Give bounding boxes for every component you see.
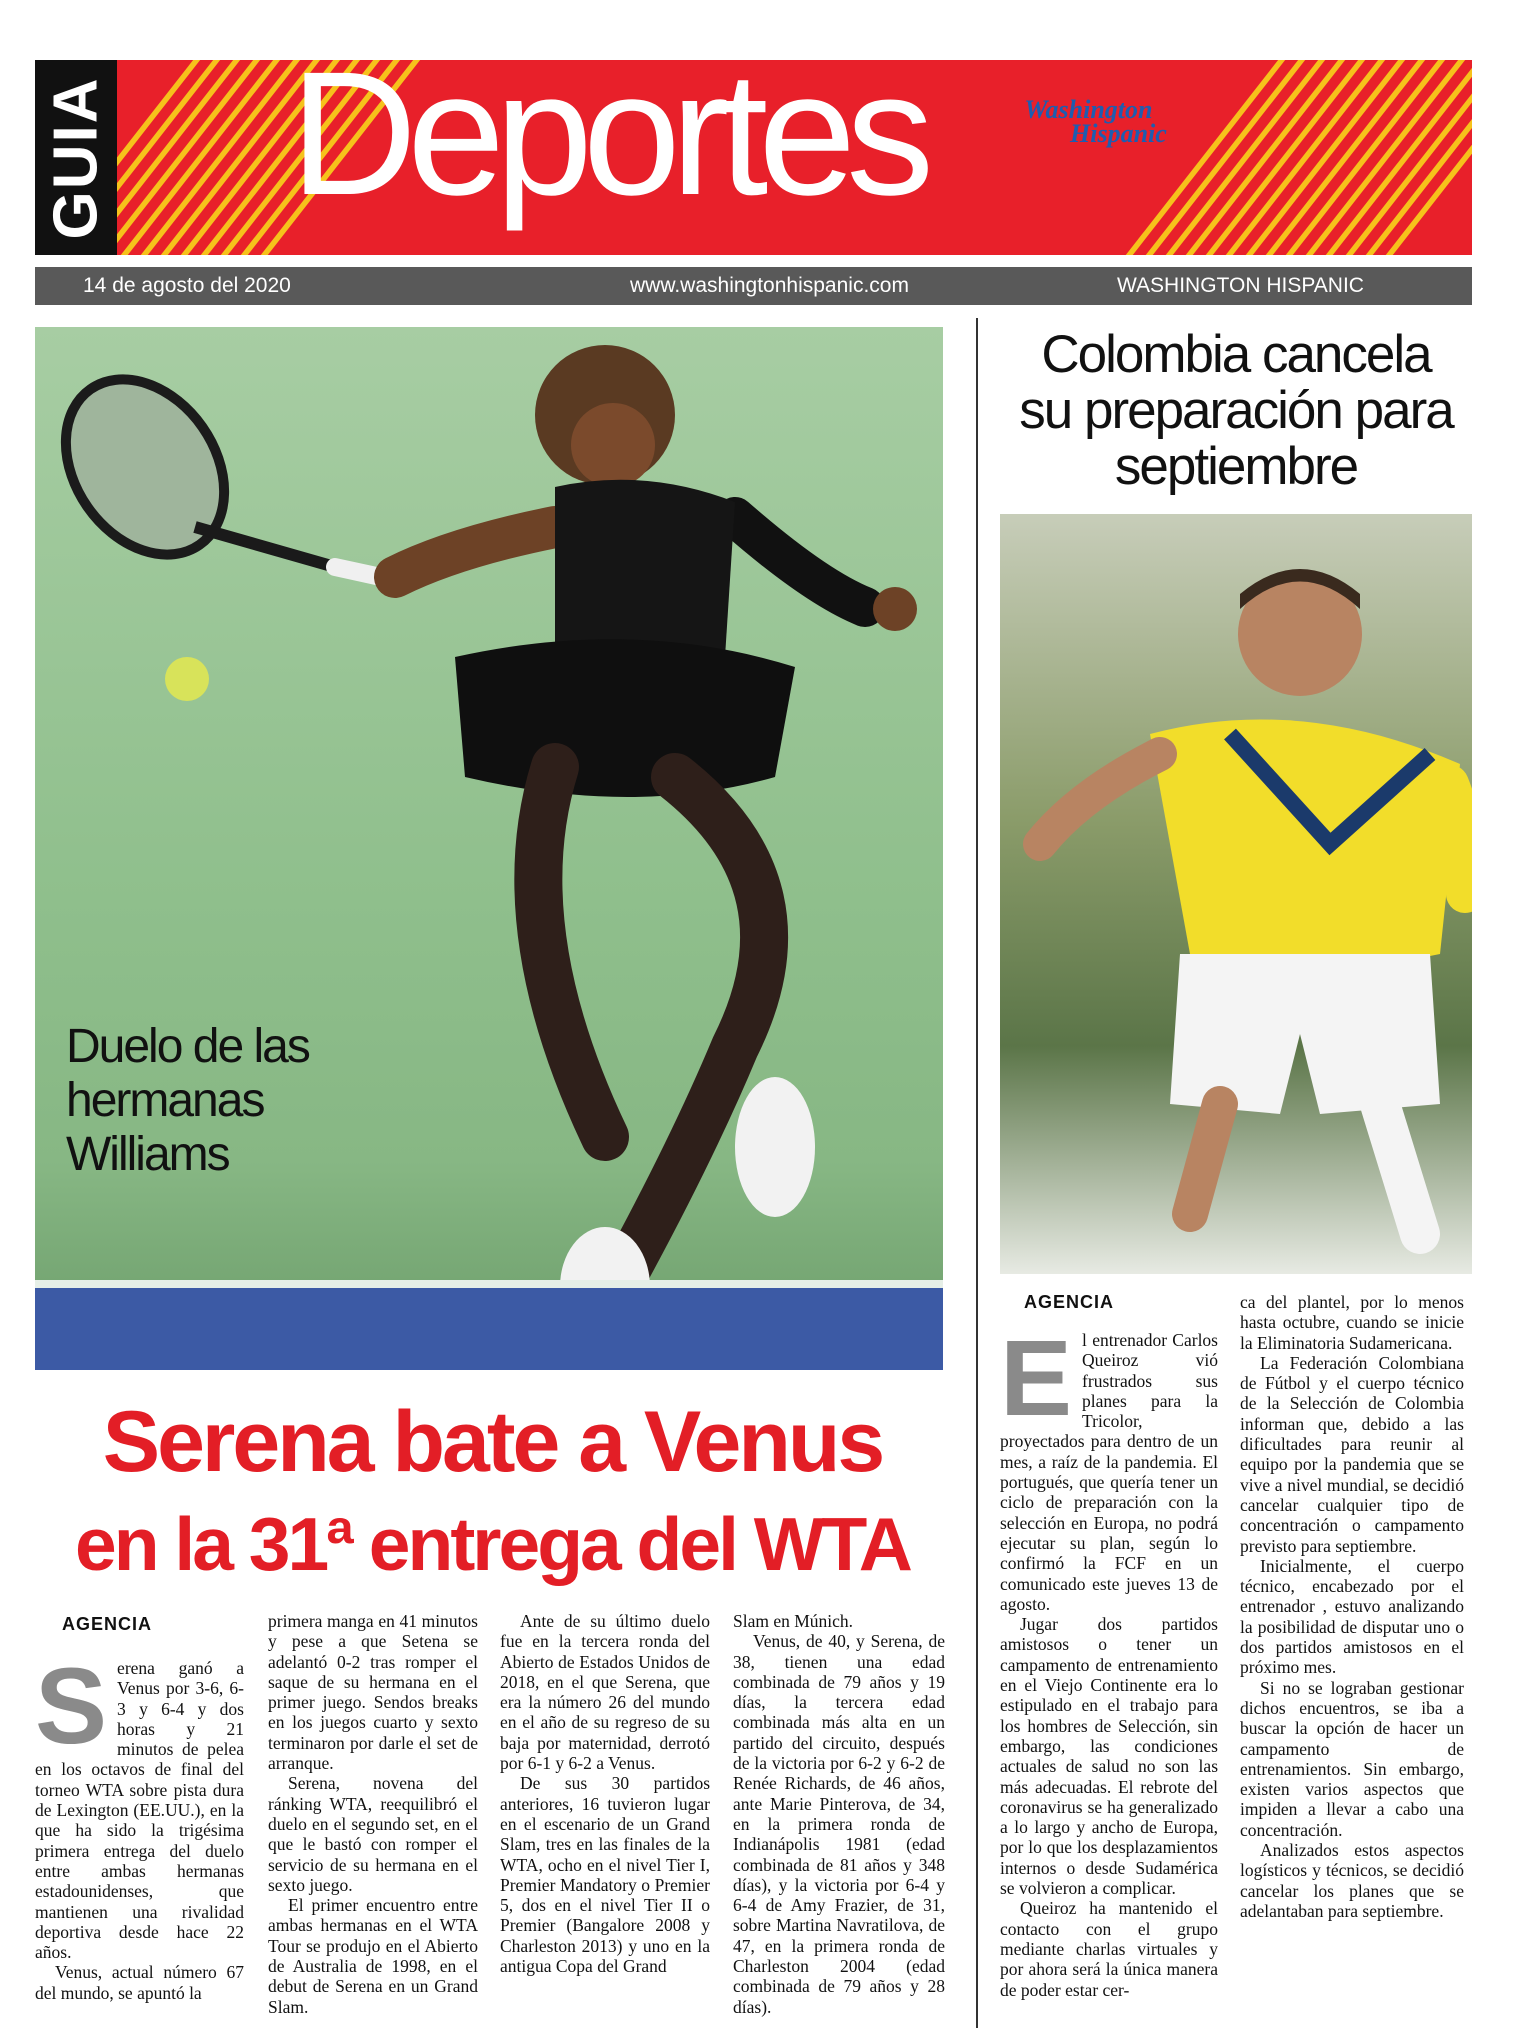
main-story-column-3: Ante de su último duelo fue en la tercera ronda del Abierto de Estados Unidos de 2018, en el que Serena, que era la número 26 del mundo en el año de su regreso de su baja por maternidad, derrotó por 6-1 y 6-2 a Venus. De sus 30 partidos anteriores, 16 tuvieron lugar en el escenario de un Grand Slam, tres en las finales de la WTA, ocho en el nivel Tier I, Premier Mandatory o Premier 5, dos en el nivel Tier II o Premier (Bangalore 2008 y Charleston 2013) y uno en la antigua Copa del Grand <box>500 1611 710 1977</box>
side-byline: AGENCIA <box>1024 1292 1115 1312</box>
side-story-column-1: E l entrenador Carlos Queiroz vió frustrados sus planes para la Tricolor, proyectados para dentro de un mes, a raíz de la pandemia. El portugués, que quería tener un ciclo de preparación con la selección en Europa, no podrá ejecutar su plan, según lo confirmó la FCF en un comunicado este jueves 13 de agosto. Jugar dos partidos amistosos o tener un campamento de entrenamiento en el Viejo Continente era lo estipulado en el trabajo para los hombres de Selección, sin embargo, las condiciones actuales de salud no son las más adecuadas. El rebrote del coronavirus se ha generalizado a lo largo y ancho de Europa, por lo que los desplazamientos internos o desde Sudamérica se volvieron a complicar. Queiroz ha mantenido el contacto con el grupo mediante charlas virtuales y por ahora será la única manera de poder estar cer- <box>1000 1317 1218 2000</box>
main-story-column-2: primera manga en 41 minutos y pese a que Setena se adelantó 0-2 tras romper el saque de su hermana en el primer juego. Sendos breaks en los juegos cuarto y sexto terminaron por darle el set de arranque. Serena, novena del ránking WTA, reequilibró el duelo en el segundo set, en el que le bastó con romper el servicio de su hermana en el sexto juego. El primer encuentro entre ambas hermanas en el WTA Tour se produjo en el Abierto de Australia de 1998, en el debut de Serena en un Grand Slam. <box>268 1611 478 2017</box>
side-dropcap: E <box>1000 1317 1073 1438</box>
publication-name: WASHINGTON HISPANIC <box>1117 274 1364 297</box>
main-story-column-1: S erena ganó a Venus por 3-6, 6-3 y 6-4 y dos horas y 21 minutos de pelea en los octavos de final del torneo WTA sobre pista dura de Lexington (EE.UU.), en la que ha sido la trigésima primera entrega del duelo entre ambas hermanas estadounidenses, que mantienen una rivalidad deportiva desde hace 22 años. Venus, actual número 67 del mundo, se apuntó la <box>35 1645 244 2003</box>
right-stripe-pattern <box>1200 60 1472 255</box>
colombia-player-photo <box>1000 514 1472 1274</box>
section-title: Deportes <box>290 36 925 232</box>
section-tag: GUIA <box>35 60 117 255</box>
main-dropcap: S <box>35 1645 108 1766</box>
side-story-headline: Colombia cancela su preparación para septiembre <box>1019 325 1453 496</box>
website-link[interactable]: www.washingtonhispanic.com <box>630 274 909 297</box>
photo-caption: Duelo de las hermanas Williams <box>66 1020 309 1181</box>
main-headline: Serena bate a Venus en la 31ª entrega del WTA <box>75 1394 910 1586</box>
side-story-column-2: ca del plantel, por lo menos hasta octubre, cuando se inicie la Eliminatoria Sudamericana. La Federación Colombiana de Fútbol y el cuerpo técnico de la Selección de Colombia informan que, debido a las dificultades para reunir al equipo por la pandemia que se vive a nivel mundial, se decidió cancelar cualquier tipo de concentración o campamento previsto para septiembre. Inicialmente, el cuerpo técnico, encabezado por el entrenador , estuvo analizando la posibilidad de disputar uno o dos partidos amistosos en el próximo mes. Si no se lograban gestionar dichos encuentros, se iba a buscar la opción de hacer un campamento de entrenamientos. Sin embargo, existen varios aspectos que impiden a llevar a cabo una concentración. Analizados estos aspectos logísticos y técnicos, se decidió cancelar los planes que se adelantaban para septiembre. <box>1240 1292 1464 1921</box>
column-divider <box>976 318 978 2028</box>
main-byline: AGENCIA <box>62 1614 153 1634</box>
date-bar <box>35 267 1472 305</box>
main-story-column-4: Slam en Múnich. Venus, de 40, y Serena, de 38, tienen una edad combinada de 79 años y 19 días, la tercera edad combinada más alta en un partido del circuito, después de la victoria por 6-2 y 6-2 de Renée Richards, de 46 años, ante Marie Pinterova, de 34, en la primera ronda de Indianápolis 1981 (edad combinada de 81 años y 348 días), y la victoria por 6-4 y 6-4 de Amy Frazier, de 31, sobre Martina Navratilova, de 47, en la primera ronda de Charleston 2004 (edad combinada de 79 años y 28 días). <box>733 1611 945 2017</box>
serena-photo <box>35 327 943 1370</box>
publication-logo: Washington Hispanic <box>1024 95 1167 148</box>
issue-date: 14 de agosto del 2020 <box>83 274 291 297</box>
